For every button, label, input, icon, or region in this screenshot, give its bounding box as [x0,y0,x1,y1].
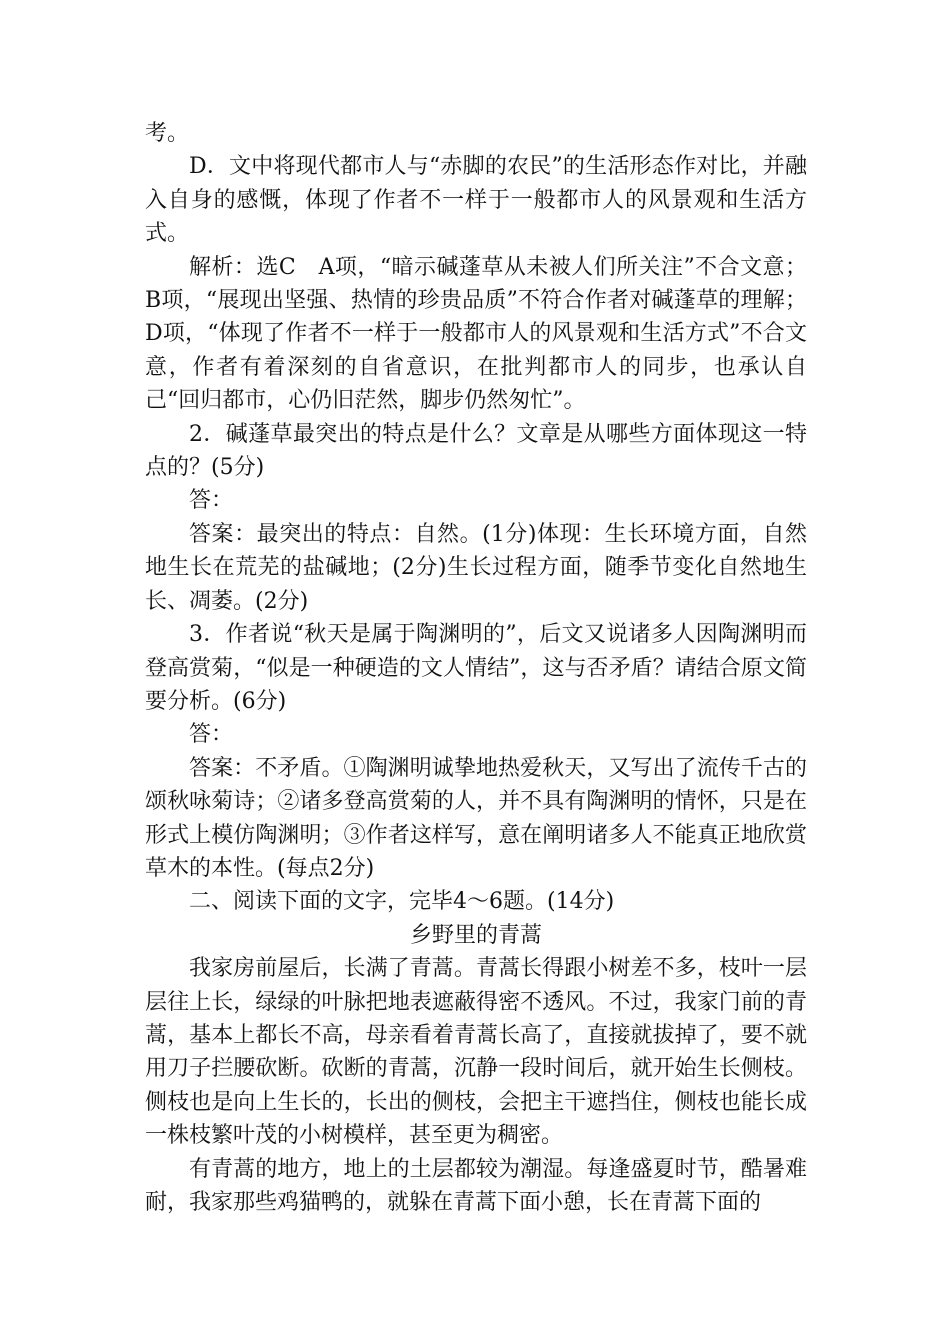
paragraph-continuation: 考。 [145,121,190,146]
option-d-paragraph: D．文中将现代都市人与“赤脚的农民”的生活形态作对比，并融入自身的感慨，体现了作者不一样于一般都市人的风景观和生活方式。 [145,154,807,247]
question-3: 3．作者说“秋天是属于陶渊明的”，后文又说诸多人因陶渊明而登高赏菊，“似是一种硬造的文人情结”，这与否矛盾？请结合原文简要分析。(6分) [145,622,807,714]
analysis-paragraph: 解析：选C A项，“暗示碱蓬草从未被人们所关注”不合文意；B项，“展现出坚强、热情的珍贵品质”不符合作者对碱蓬草的理解；D项，“体现了作者不一样于一般都市人的风景观和生活方式”不合文意，作者有着深刻的自省意识，在批判都市人的同步，也承认自己“回归都市，心仍旧茫然，脚步仍然匆忙”。 [145,254,807,414]
question-2: 2．碱蓬草最突出的特点是什么？文章是从哪些方面体现这一特点的？(5分) [145,421,807,481]
answer-2: 答案：最突出的特点：自然。(1分)体现：生长环境方面，自然地生长在荒芜的盐碱地；(2分)生长过程方面，随季节变化自然地生长、凋萎。(2分) [145,521,807,614]
document-body [145,117,807,1219]
article-paragraph-1: 我家房前屋后，长满了青蒿。青蒿长得跟小树差不多，枝叶一层层往上长，绿绿的叶脉把地表遮蔽得密不透风。不过，我家门前的青蒿，基本上都长不高，母亲看着青蒿长高了，直接就拔掉了，要不就用刀子拦腰砍断。砍断的青蒿，沉静一段时间后，就开始生长侧枝。侧枝也是向上生长的，长出的侧枝，会把主干遮挡住，侧枝也能长成一株枝繁叶茂的小树模样，甚至更为稠密。 [145,956,807,1149]
answer-3: 答案：不矛盾。①陶渊明诚挚地热爱秋天，又写出了流传千古的颂秋咏菊诗；②诸多登高赏菊的人，并不具有陶渊明的情怀，只是在形式上模仿陶渊明；③作者这样写，意在阐明诸多人不能真正地欣赏草木的本性。(每点2分) [145,755,807,881]
answer-label-3: 答： [189,722,234,748]
answer-label-2: 答： [189,488,234,514]
section-heading: 二、阅读下面的文字，完毕4～6题。(14分) [189,889,615,915]
article-title: 乡野里的青蒿 [409,922,542,948]
article-paragraph-2: 有青蒿的地方，地上的土层都较为潮湿。每逢盛夏时节，酷暑难耐，我家那些鸡猫鸭的，就躲在青蒿下面小憩，长在青蒿下面的 [145,1156,807,1215]
